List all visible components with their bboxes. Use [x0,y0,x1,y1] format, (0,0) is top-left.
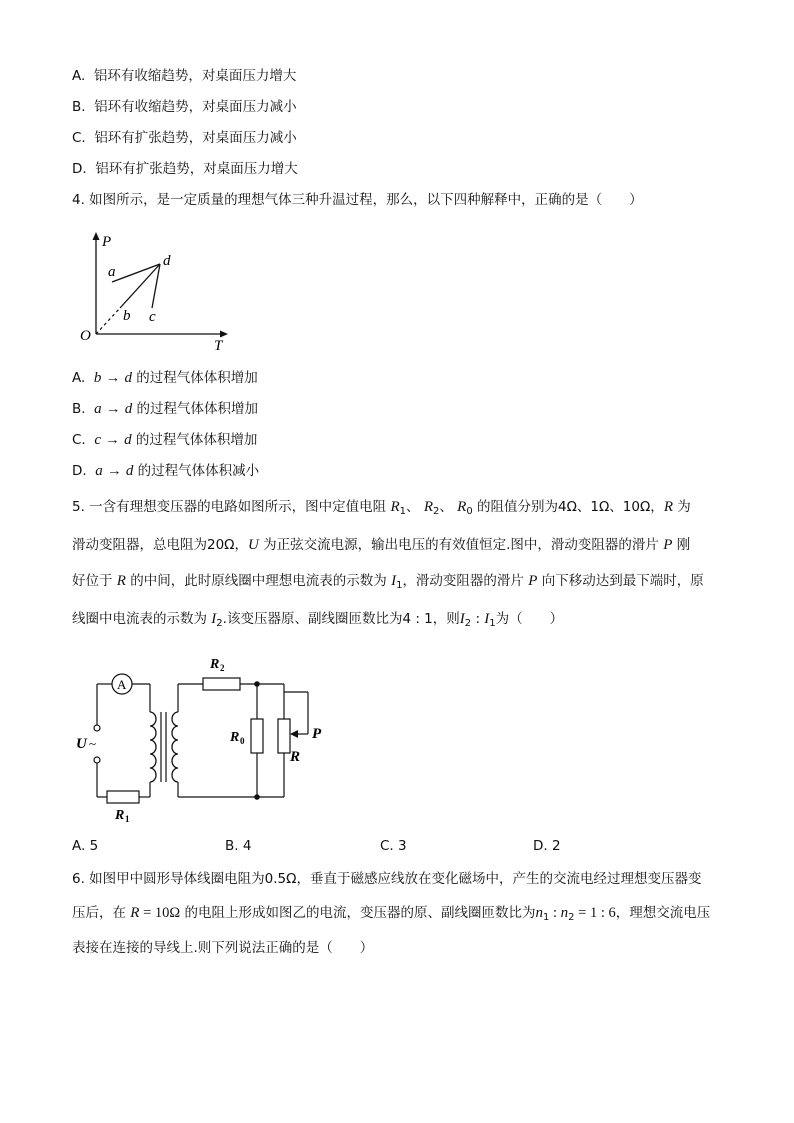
resistor-r0 [251,719,263,753]
q5-option-a: A. 5 [72,838,99,854]
secondary-coil [172,712,178,782]
rheostat-r [278,719,290,753]
ammeter-label: A [117,677,127,692]
resistor-r2 [203,678,240,690]
p-axis-arrow [93,232,100,240]
q6-stem-line1: 6. 如图甲中圆形导体线圈电阻为0.5Ω，垂直于磁感应线放在变化磁场中，产生的交流电经过理想变压器变 [72,871,702,887]
rheostat-r-label: R [290,749,301,765]
source-label: U [76,736,87,752]
q5-stem-line4: 线圈中电流表的示数为 $I_2$.该变压器原、副线圈匝数比为4 : 1，则$I_2$ : $I_1$为（ ） [72,611,564,629]
q5-stem-line3: 好位于 R 的中间，此时原线圈中理想电流表的示数为 $I_1$，滑动变阻器的滑片 P 向下移动达到最下端时，原 [72,573,704,591]
q4-option-a: A. b → d 的过程气体体积增加 [72,370,258,386]
q4-option-b: B. a → d 的过程气体体积增加 [72,401,259,417]
source-ac-symbol: ~ [89,736,97,751]
q5-stem-line1: 5. 一含有理想变压器的电路如图所示，图中定值电阻 $R_1$、 $R_2$、 $R_0$ 的阻值分别为4Ω、1Ω、10Ω，R 为 [72,499,691,517]
q3-option-c: C. 铝环有扩张趋势，对桌面压力减小 [72,130,297,146]
point-a-label: a [108,264,116,280]
q3-option-b: B. 铝环有收缩趋势，对桌面压力减小 [72,99,297,115]
r1-label: R [115,808,125,823]
q3-option-a: A. 铝环有收缩趋势，对桌面压力增大 [72,68,297,84]
source-terminal-bottom [94,757,100,763]
q5-option-d: D. 2 [533,838,561,854]
slider-arrow-icon [290,730,298,738]
line-a-d [112,264,160,282]
t-axis-arrow [220,331,228,338]
q5-circuit-diagram [72,652,332,827]
q4-option-c: C. c → d 的过程气体体积增加 [72,432,258,448]
q6-stem-line3: 表接在连接的导线上.则下列说法正确的是（ ） [72,940,374,956]
p-axis-label: P [102,234,112,250]
q3-option-d: D. 铝环有扩张趋势，对桌面压力增大 [72,161,298,177]
q4-stem: 4. 如图所示，是一定质量的理想气体三种升温过程，那么，以下四种解释中，正确的是（ ） [72,192,643,208]
q5-option-c: C. 3 [380,838,407,854]
r2-label: R [210,657,220,672]
line-b-d [120,264,160,308]
source-terminal-top [94,725,100,731]
point-d-label: d [163,253,171,269]
resistor-r1 [107,791,139,803]
q5-option-b: B. 4 [225,838,252,854]
q4-option-d: D. a → d 的过程气体体积减小 [72,463,260,479]
primary-coil [150,712,156,782]
point-b-label: b [123,308,131,324]
q6-stem-line2: 压后，在 R = 10Ω 的电阻上形成如图乙的电流，变压器的原、副线圈匝数比为$n_1$ : $n_2 = 1$ : 6，理想交流电压 [72,905,711,923]
r0-sub: 0 [240,736,245,746]
point-c-label: c [149,309,156,325]
slider-p-label: P [312,726,322,742]
r0-label: R [230,730,240,745]
q4-pt-graph [74,228,234,352]
origin-label: O [80,328,91,344]
r2-sub: 2 [220,663,225,673]
q5-stem-line2: 滑动变阻器，总电阻为20Ω，U 为正弦交流电源，输出电压的有效值恒定.图中，滑动变阻器的滑片 P 刚 [72,537,691,553]
r1-sub: 1 [125,814,130,824]
dashed-origin-line [96,308,120,334]
t-axis-label: T [214,338,223,352]
